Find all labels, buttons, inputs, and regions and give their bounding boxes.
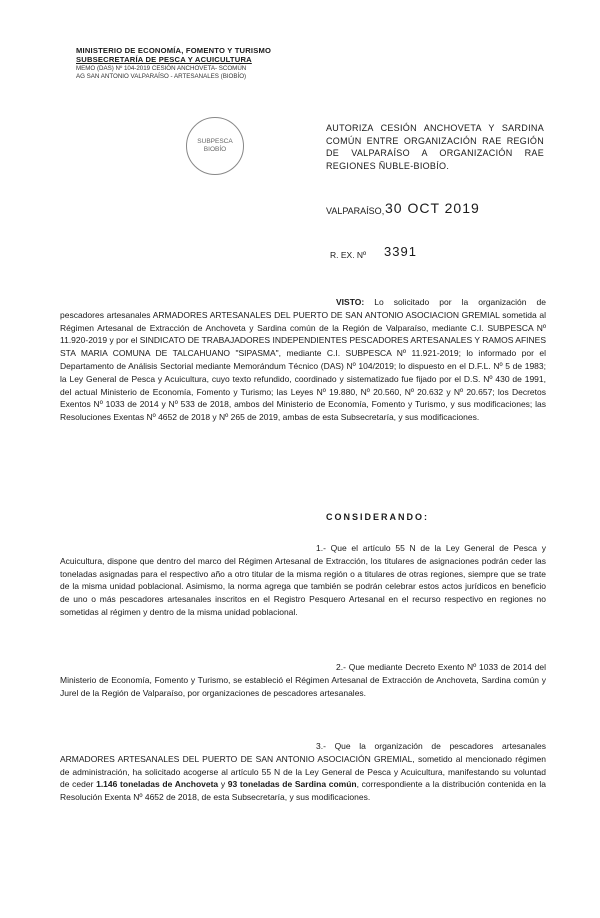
- visto-paragraph: [60, 296, 546, 424]
- considerando-2: [60, 661, 546, 699]
- letterhead: [76, 46, 316, 82]
- resolution-number-label: R. EX. Nº: [330, 250, 367, 260]
- considerando-heading: CONSIDERANDO:: [326, 512, 430, 522]
- resolution-date: 30 OCT 2019: [385, 200, 480, 216]
- considerando-2-text: Que mediante Decreto Exento Nº 1033 de 2014 del Ministerio de Economía, Fomento y Turismo, se estableció el Régimen Artesanal de Extracción de Anchoveta, Sardina común y Jurel de la Región de Valparaíso, por organizaciones de pescadores artesanales.: [60, 662, 546, 698]
- considerando-1-text: Que el artículo 55 N de la Ley General de Pesca y Acuicultura, dispone que dentro del marco del Régimen Artesanal de Extracción, los titulares de asignaciones podrán ceder las toneladas asignadas para el respectivo año a otro titular de la misma región o a titulares de otras regiones, siempre que se trate de la misma unidad poblacional. Asimismo, la norma agrega que también se podrán celebrar estos actos jurídicos en beneficio de uno o más pescadores artesanales inscritos en el Registro Pesquero Artesanal en el recurso respectivo en regiones no sometidas al régimen y dentro de la misma unidad poblacional.: [60, 543, 546, 617]
- place-label: VALPARAÍSO,: [326, 206, 385, 216]
- considerando-1-number: 1.-: [316, 543, 326, 553]
- considerando-2-number: 2.-: [336, 662, 346, 672]
- visto-text: Lo solicitado por la organización de pescadores artesanales ARMADORES ARTESANALES DEL PUERTO DE SAN ANTONIO ASOCIACION GREMIAL sometida al Régimen Artesanal de Extracción de Anchoveta y Sardina común de la Región de Valparaíso, mediante C.I. SUBPESCA Nº 11.920-2019 y por el SINDICATO DE TRABAJADORES INDEPENDIENTES PESCADORES ARTESANALES Y RAMOS AFINES STA MARIA COMUNA DE TALCAHUANO "SIPASMA", mediante C.I. SUBPESCA Nº 11.921-2019; lo informado por el Departamento de Análisis Sectorial mediante Memorándum Técnico (DAS) Nº 104/2019; lo dispuesto en el D.F.L. Nº 5 de 1983; la Ley General de Pesca y Acuicultura, cuyo texto refundido, coordinado y sistematizado fue fijado por el D.S. Nº 430 de 1991, del actual Ministerio de Economía, Fomento y Turismo; las Leyes Nº 19.880, Nº 20.560, Nº 20.632 y Nº 20.657; los Decretos Exentos Nº 1033 de 2014 y Nº 533 de 2018, ambos del Ministerio de Economía, Fomento y Turismo, y sus modificaciones; las Resoluciones Exentas Nº 4652 de 2018 y Nº 265 de 2019, ambas de esta Subsecretaría, y sus modificaciones.: [60, 297, 546, 423]
- considerando-3-text-c: , correspondiente a la distribución contenida en la Resolución Exenta Nº 4652 de 2018, de esta Subsecretaría, y sus modificaciones.: [60, 779, 546, 803]
- anchoveta-tonnage: 1.146 toneladas de Anchoveta: [96, 779, 219, 790]
- stamp-line-2: BIOBÍO: [203, 146, 227, 153]
- visto-label: VISTO:: [336, 297, 365, 307]
- resolution-title: AUTORIZA CESIÓN ANCHOVETA Y SARDINA COMÚN ENTRE ORGANIZACIÓN RAE REGIÓN DE VALPARAÍSO A ORGANIZACIÓN RAE REGIONES ÑUBLE-BIOBÍO.: [326, 123, 544, 171]
- sardina-tonnage: 93 toneladas de Sardina común: [227, 779, 357, 790]
- considerando-1: [60, 542, 546, 619]
- subsecretaria-name: SUBSECRETARÍA DE PESCA Y ACUICULTURA: [76, 55, 252, 65]
- considerando-3-number: 3.-: [316, 741, 326, 751]
- considerando-3: [60, 740, 546, 804]
- office-stamp: [186, 117, 244, 175]
- memo-reference-line-2: AG SAN ANTONIO VALPARAÍSO - ARTESANALES (BIOBÍO): [76, 73, 247, 81]
- considerando-3-text-b: y: [220, 779, 226, 790]
- stamp-line-1: SUBPESCA: [197, 138, 233, 145]
- memo-reference-line-1: MEMO (DAS) Nº 104-2019 CESIÓN ANCHOVETA- SCOMÚN: [76, 64, 247, 72]
- considerando-3-text-a: Que la organización de pescadores artesanales ARMADORES ARTESANALES DEL PUERTO DE SAN ANTONIO ASOCIACIÓN GREMIAL, sometido al mencionado régimen de administración, ha solicitado acogerse al artículo 55 N de la Ley General de Pesca y Acuicultura, manifestando su voluntad de ceder: [60, 741, 546, 790]
- resolution-number: 3391: [384, 244, 417, 259]
- ministry-name: MINISTERIO DE ECONOMÍA, FOMENTO Y TURISMO: [76, 46, 272, 55]
